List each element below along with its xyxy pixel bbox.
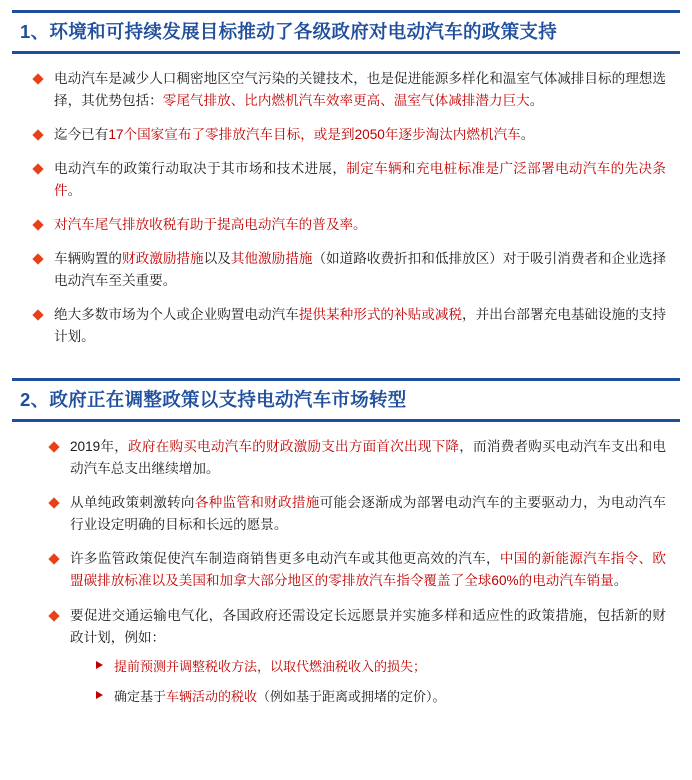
- text-run: 从单纯政策刺激转向: [70, 495, 195, 511]
- text-run: （如道路收费折扣和低排放区）对于吸引消费者和企业选择电动汽车至关重要。: [54, 251, 667, 289]
- bullet-item: [50, 436, 666, 480]
- bullet-text: [70, 608, 666, 645]
- sub-bullet-item: [96, 687, 666, 708]
- text-run: 提前预测并调整税收方法，以取代燃油税收入的损失；: [114, 658, 427, 674]
- text-run: 许多监管政策促使汽车制造商销售更多电动汽车或其他更高效的汽车，: [70, 551, 500, 567]
- sub-bullet-list: [70, 657, 666, 709]
- bullet-text: [54, 251, 666, 288]
- text-run: 。: [520, 127, 535, 143]
- text-run: 以及: [203, 251, 231, 267]
- sub-bullet-item: [96, 657, 666, 678]
- section-1-title: 1、环境和可持续发展目标推动了各级政府对电动汽车的政策支持: [20, 21, 557, 42]
- bullet-item: [34, 248, 666, 292]
- text-run: 。: [529, 93, 544, 109]
- text-run: 财政激励措施: [122, 251, 204, 267]
- text-run: 。: [613, 573, 628, 589]
- text-run: 其他激励措施: [230, 251, 313, 267]
- diamond-bullet-icon: [48, 610, 59, 621]
- arrow-bullet-icon: [96, 691, 103, 699]
- text-run: 电动汽车的政策行动取决于其市场和技术进展，: [54, 161, 347, 177]
- bullet-item: [34, 68, 666, 112]
- section-2-body: [0, 422, 692, 708]
- diamond-bullet-icon: [32, 310, 43, 321]
- bullet-item: [34, 124, 666, 146]
- bullet-text: [54, 161, 666, 198]
- diamond-bullet-icon: [32, 220, 43, 231]
- text-run: 电动汽车是减少人口稠密地区空气污染的关键技术，也是促进能源多样化和温室气体减排目标的理想选择，其优势包括：: [54, 71, 666, 109]
- bullet-text: [54, 127, 534, 142]
- text-run: 迄今已有: [54, 127, 109, 143]
- text-run: 对汽车尾气排放收税有助于提高电动汽车的普及率。: [54, 217, 367, 233]
- text-run: 政府在购买电动汽车的财政激励支出方面首次出现下降: [128, 439, 460, 455]
- bullet-text: [70, 495, 666, 532]
- diamond-bullet-icon: [32, 129, 43, 140]
- bullet-item: [50, 605, 666, 709]
- section-spacer: [0, 348, 692, 366]
- section-2-banner: [12, 378, 680, 422]
- bullet-item: [34, 158, 666, 202]
- text-run: 零尾气排放、比内燃机汽车效率更高、温室气体减排潜力巨大: [162, 93, 530, 109]
- text-run: 。: [67, 183, 82, 199]
- arrow-bullet-icon: [96, 661, 103, 669]
- diamond-bullet-icon: [48, 554, 59, 565]
- text-run: 确定基于: [114, 689, 167, 705]
- diamond-bullet-icon: [32, 254, 43, 265]
- text-run: 可能会逐渐成为部署电动汽车的主要驱动力，为电动汽车行业设定明确的目标和长远的愿景。: [70, 495, 667, 533]
- text-run: 绝大多数市场为个人或企业购置电动汽车: [54, 307, 299, 323]
- bullet-text: [70, 439, 666, 476]
- sub-bullet-text: [114, 689, 446, 704]
- text-run: 要促进交通运输电气化，各国政府还需设定长远愿景并实施多样和适应性的政策措施，包括新的财政计划，例如：: [70, 607, 666, 645]
- sub-bullet-text: [114, 659, 426, 674]
- text-run: 车辆购置的: [54, 251, 123, 267]
- section-1-banner: [12, 10, 680, 54]
- text-run: 车辆活动的税收: [166, 689, 258, 705]
- diamond-bullet-icon: [32, 73, 43, 84]
- text-run: （例如基于距离或拥堵的定价）。: [257, 689, 446, 705]
- bullet-text: [54, 307, 666, 344]
- section-2-bullet-list: [50, 436, 666, 708]
- bullet-item: [50, 548, 666, 592]
- bullet-item: [34, 304, 666, 348]
- diamond-bullet-icon: [48, 442, 59, 453]
- bullet-item: [50, 492, 666, 536]
- text-run: ，而消费者购买电动汽车支出和电动汽车总支出继续增加。: [70, 439, 666, 477]
- document-page: [0, 10, 692, 780]
- bullet-text: [54, 217, 367, 232]
- section-2-title: 2、政府正在调整政策以支持电动汽车市场转型: [20, 389, 407, 411]
- text-run: 制定车辆和充电桩标准是广泛部署电动汽车的先决条件: [54, 161, 667, 199]
- section-1-bullet-list: [34, 68, 666, 348]
- diamond-bullet-icon: [32, 164, 43, 175]
- section-1-body: [0, 54, 692, 348]
- text-run: 提供某种形式的补贴或减税: [298, 307, 463, 323]
- text-run: 中国的新能源汽车指令、欧盟碳排放标准以及美国和加拿大部分地区的零排放汽车指令覆盖了全球60%的电动汽车销量: [70, 551, 667, 589]
- text-run: ，并出台部署充电基础设施的支持计划。: [54, 307, 667, 345]
- bullet-item: [34, 214, 666, 236]
- text-run: 2019年，: [70, 439, 129, 455]
- diamond-bullet-icon: [48, 498, 59, 509]
- bullet-text: [54, 71, 666, 108]
- text-run: 各种监管和财政措施: [194, 495, 320, 511]
- bullet-text: [70, 551, 666, 588]
- text-run: 17个国家宣布了零排放汽车目标，或是到2050年逐步淘汰内燃机汽车: [108, 127, 521, 143]
